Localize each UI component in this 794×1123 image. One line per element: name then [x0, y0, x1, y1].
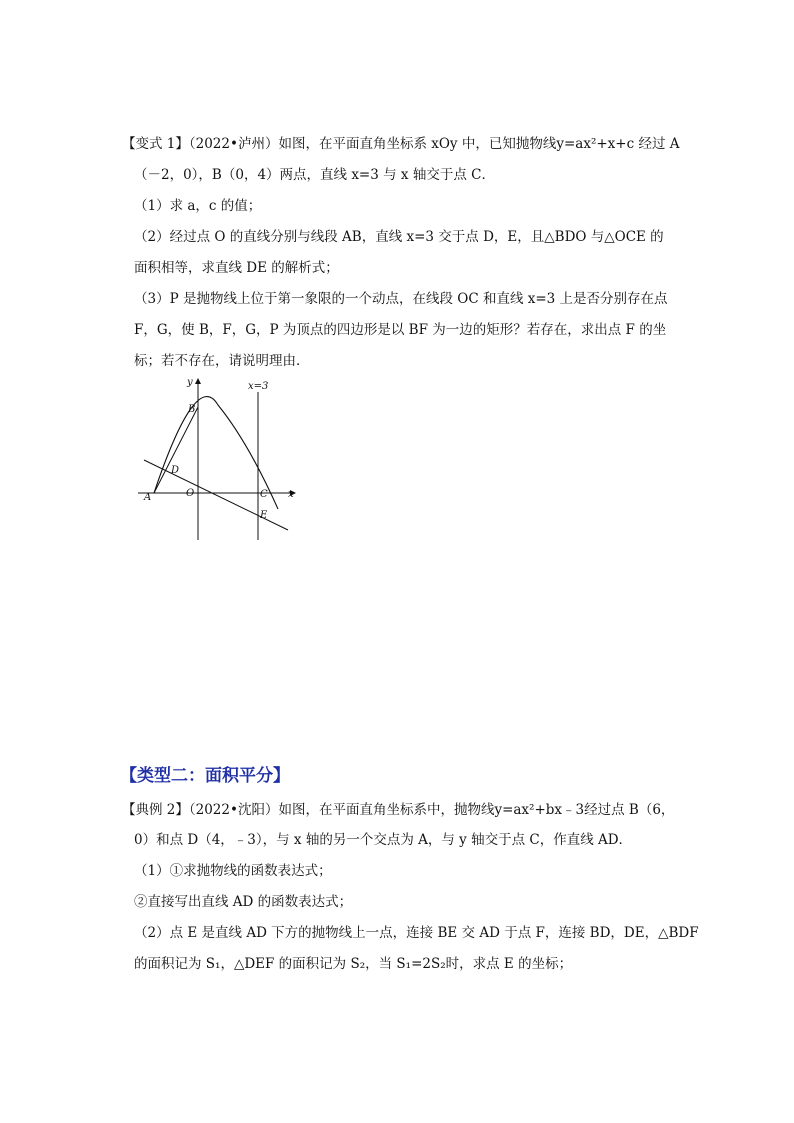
problem1-line-1: 【变式 1】（2022•泸州）如图，在平面直角坐标系 xOy 中，已知抛物线y=ax²+x+c 经过 A — [122, 136, 680, 152]
label-D: D — [171, 465, 180, 476]
section-heading: 【类型二：面积平分】 — [120, 766, 290, 786]
problem1-line-7: F，G，使 B，F，G，P 为顶点的四边形是以 BF 为一边的矩形？若存在，求出点 F 的坐 — [134, 322, 667, 338]
label-x3: x=3 — [248, 381, 269, 392]
y-axis-arrow — [195, 378, 201, 384]
problem1-line-8: 标；若不存在，请说明理由． — [134, 353, 310, 369]
problem1-figure — [136, 372, 308, 544]
problem2-line-2: 0）和点 D（4，﹣3），与 x 轴的另一个交点为 A，与 y 轴交于点 C，作直线 AD． — [134, 832, 633, 848]
label-y: y — [187, 377, 193, 388]
problem1-line-5: 面积相等，求直线 DE 的解析式； — [134, 260, 339, 276]
problem1-line-3: （1）求 a，c 的值； — [134, 198, 262, 214]
label-E: E — [260, 510, 268, 521]
problem1-line-2: （－2，0），B（0，4）两点，直线 x=3 与 x 轴交于点 C． — [134, 167, 495, 183]
problem2-line-4: ②直接写出直线 AD 的函数表达式； — [134, 894, 353, 910]
problem2-line-1: 【典例 2】（2022•沈阳）如图，在平面直角坐标系中，抛物线y=ax²+bx﹣3经过点 B（6， — [122, 802, 675, 818]
label-O: O — [186, 488, 195, 499]
problem1-line-4: （2）经过点 O 的直线分别与线段 AB，直线 x=3 交于点 D，E，且△BDO 与△OCE 的 — [134, 229, 664, 245]
problem1-line-6: （3）P 是抛物线上位于第一象限的一个动点，在线段 OC 和直线 x=3 上是否分别存在点 — [134, 291, 668, 307]
label-A: A — [144, 492, 152, 503]
problem2-line-6: 的面积记为 S₁，△DEF 的面积记为 S₂，当 S₁=2S₂时，求点 E 的坐标； — [134, 956, 573, 972]
label-B: B — [188, 404, 196, 415]
segment-AB — [154, 407, 198, 493]
problem2-line-5: （2）点 E 是直线 AD 下方的抛物线上一点，连接 BE 交 AD 于点 F，连接 BD，DE，△BDF — [134, 925, 699, 941]
label-C: C — [260, 489, 268, 500]
problem2-line-3: （1）①求抛物线的函数表达式； — [134, 863, 332, 879]
label-x: x — [288, 489, 294, 500]
